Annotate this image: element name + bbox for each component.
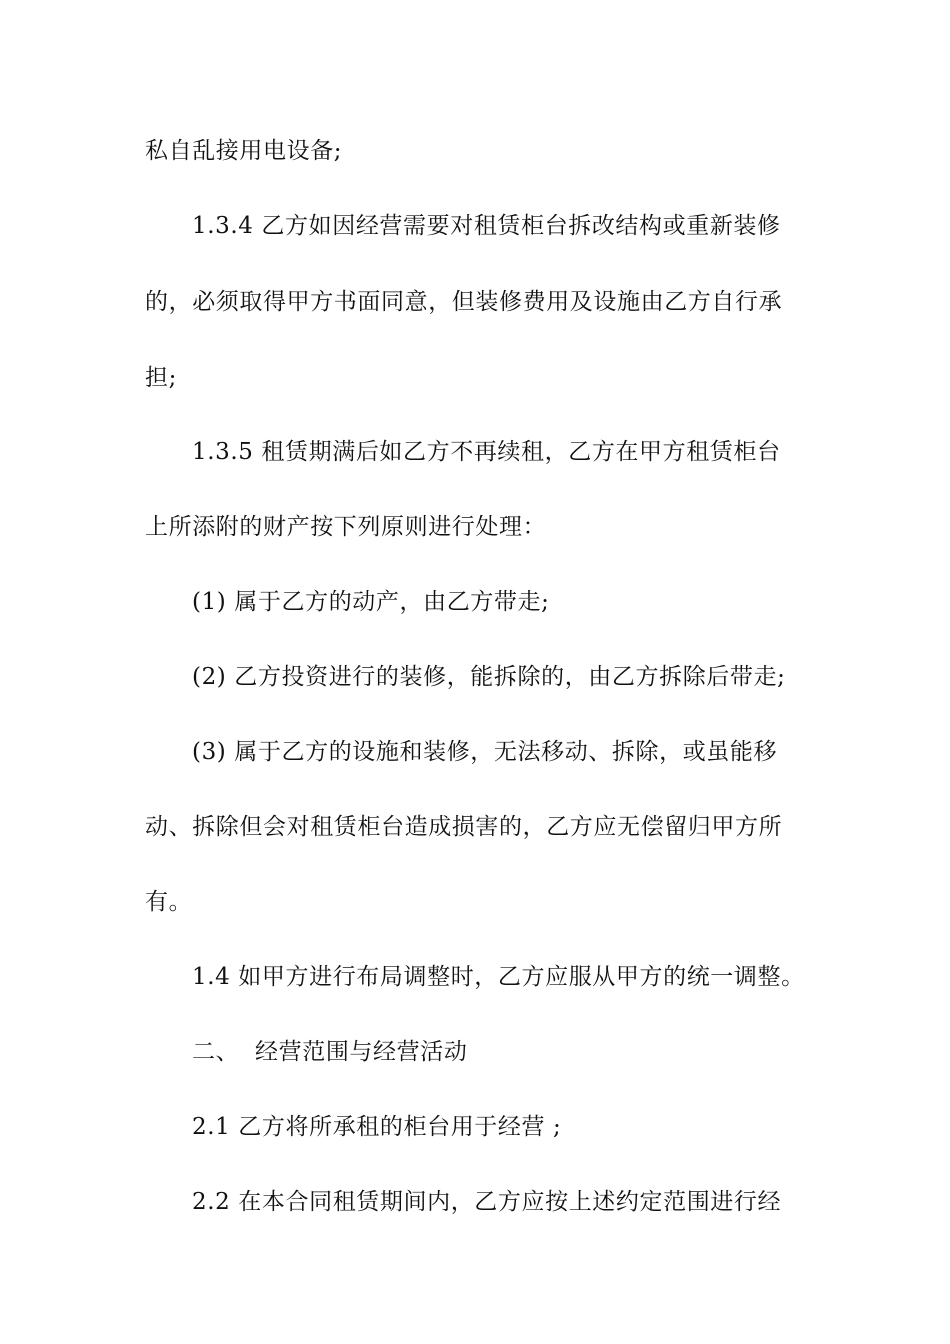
text-line: 担;	[145, 365, 177, 391]
text-line: 有。	[145, 889, 193, 915]
list-item-3: (3) 属于乙方的设施和装修，无法移动、拆除，或虽能移	[192, 739, 778, 765]
list-item-2: (2) 乙方投资进行的装修，能拆除的，由乙方拆除后带走;	[192, 664, 786, 690]
clause-1-3-4: 1.3.4 乙方如因经营需要对租赁柜台拆改结构或重新装修	[192, 213, 781, 239]
text-line: 动、拆除但会对租赁柜台造成损害的，乙方应无偿留归甲方所	[145, 814, 783, 840]
text-line: 私自乱接用电设备;	[145, 138, 343, 164]
text-line: 上所添附的财产按下列原则进行处理：	[145, 514, 547, 540]
clause-2-1: 2.1 乙方将所承租的柜台用于经营 ;	[192, 1114, 562, 1140]
clause-2-2: 2.2 在本合同租赁期间内，乙方应按上述约定范围进行经	[192, 1189, 782, 1215]
section-heading-2: 二、 经营范围与经营活动	[192, 1039, 468, 1065]
list-item-1: (1) 属于乙方的动产，由乙方带走;	[192, 589, 550, 615]
text-line: 的，必须取得甲方书面同意，但装修费用及设施由乙方自行承	[145, 289, 783, 315]
clause-1-4: 1.4 如甲方进行布局调整时，乙方应服从甲方的统一调整。	[192, 964, 805, 990]
clause-1-3-5: 1.3.5 租赁期满后如乙方不再续租，乙方在甲方租赁柜台	[192, 439, 781, 465]
